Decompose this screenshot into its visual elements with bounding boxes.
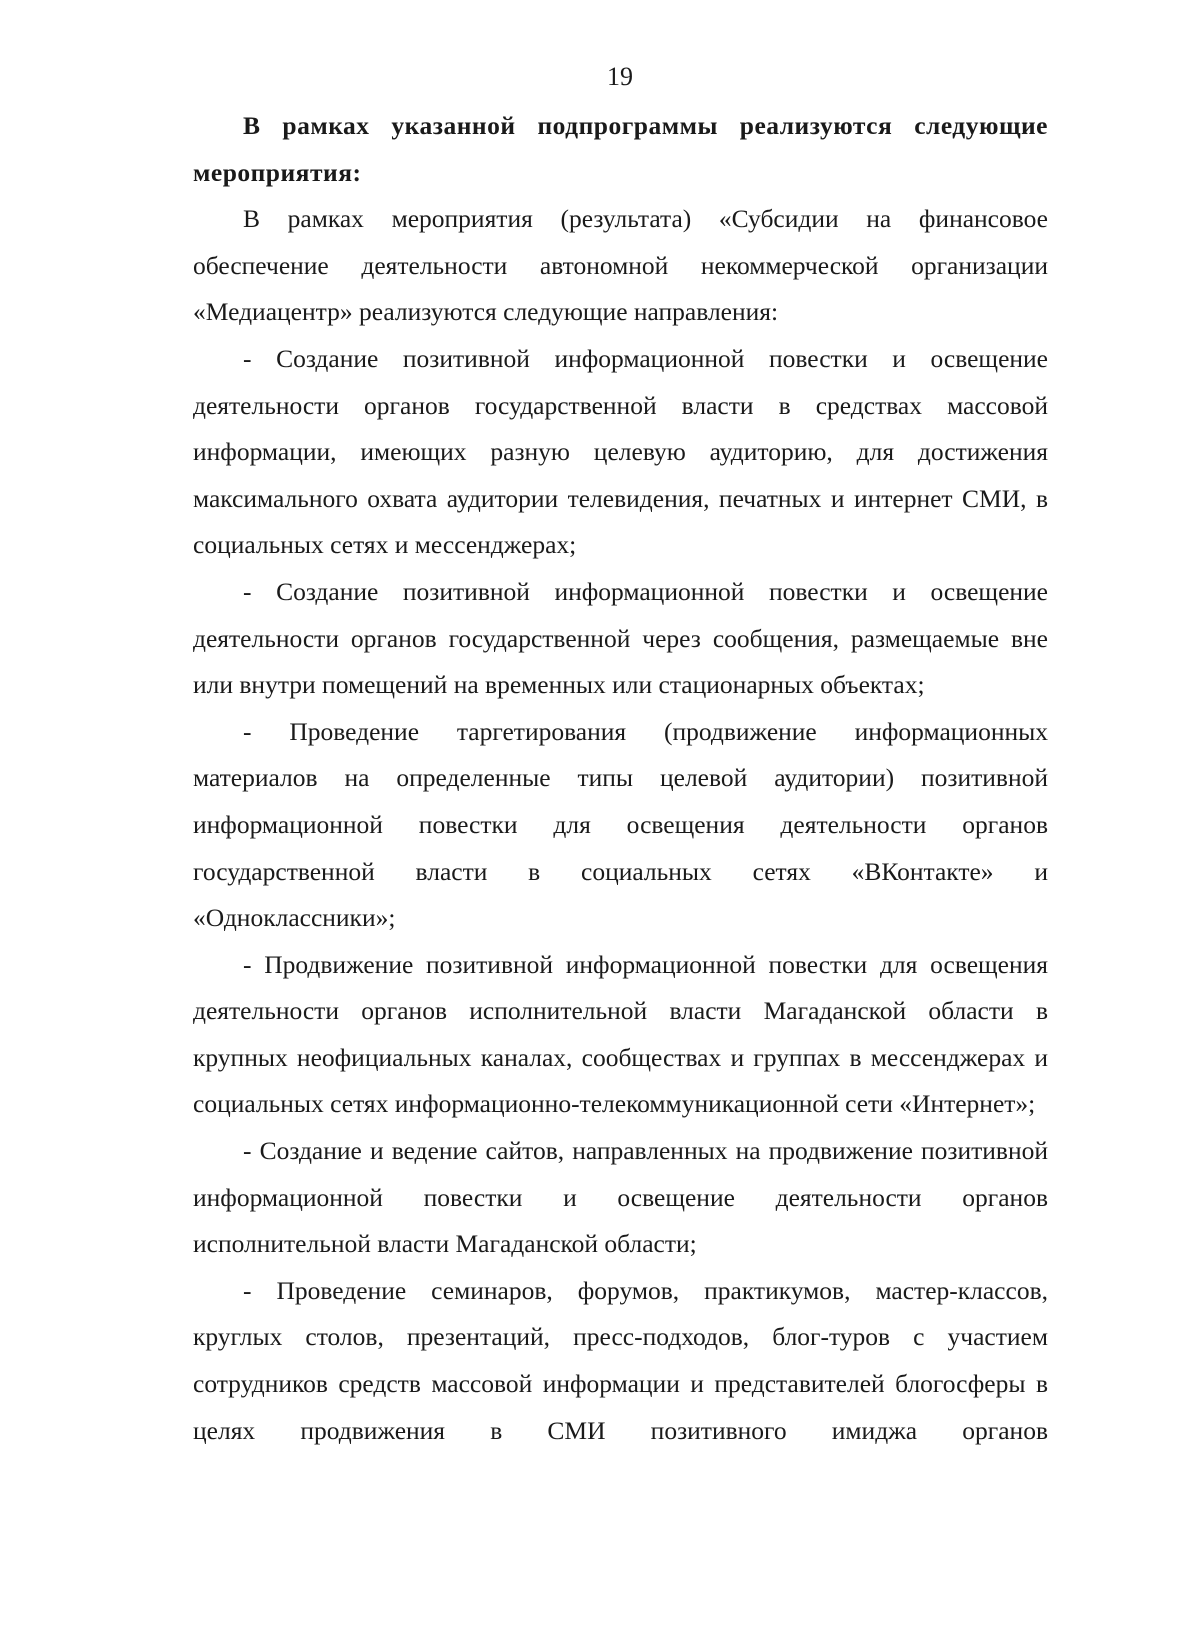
list-item-events: - Проведение семинаров, форумов, практикумов, мастер-классов, круглых столов, презентаций, пресс-подходов, блог-туров с участием сотрудников средств массовой информации и представителей блогосферы в целях продвижения в СМИ позитивного имиджа органов xyxy=(193,1275,1048,1445)
list-item-targeting: - Проведение таргетирования (продвижение информационных материалов на определенные типы целевой аудитории) позитивной информационной повестки для освещения деятельности органов государственной власти в социальных сетях «ВКонтакте» и «Одноклассники»; xyxy=(193,716,1048,933)
page-number: 19 xyxy=(607,62,633,91)
section-heading: В рамках указанной подпрограммы реализуются следующие мероприятия: xyxy=(193,111,1048,187)
list-item-outdoor-messages: - Создание позитивной информационной повестки и освещение деятельности органов государственной через сообщения, размещаемые вне или внутри помещений на временных или стационарных объектах; xyxy=(193,576,1048,700)
list-item-websites: - Создание и ведение сайтов, направленных на продвижение позитивной информационной повестки и освещение деятельности органов исполнительной власти Магаданской области; xyxy=(193,1136,1048,1259)
list-item-media-coverage: - Создание позитивной информационной повестки и освещение деятельности органов государственной власти в средствах массовой информации, имеющих разную целевую аудиторию, для достижения максимального охвата аудитории телевидения, печатных и интернет СМИ, в социальных сетях и мессенджерах; xyxy=(193,343,1048,560)
intro-paragraph: В рамках мероприятия (результата) «Субсидии на финансовое обеспечение деятельности автономной некоммерческой организации «Медиацентр» реализуются следующие направления: xyxy=(193,204,1048,327)
list-item-messenger-promotion: - Продвижение позитивной информационной повестки для освещения деятельности органов исполнительной власти Магаданской области в крупных неофициальных каналах, сообществах и группах в мессенджерах и социальных сетях информационно-телекоммуникационной сети «Интернет»; xyxy=(193,949,1048,1119)
document-body xyxy=(193,103,1048,1454)
